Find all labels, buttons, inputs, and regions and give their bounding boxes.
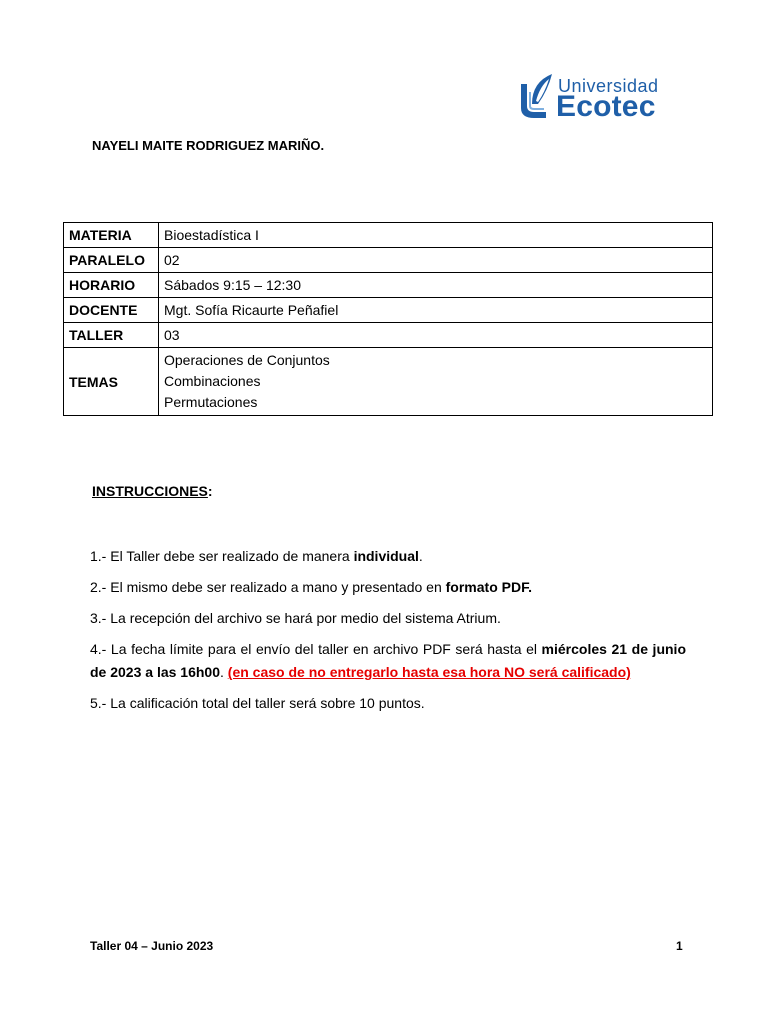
instruction-item-5	[90, 692, 686, 715]
instruction-item-2	[90, 576, 686, 599]
row-label-temas: TEMAS	[64, 348, 159, 416]
instruction-item-1	[90, 545, 686, 568]
row-label-materia: MATERIA	[64, 223, 159, 248]
page-number: 1	[676, 939, 683, 953]
instruction-text: 3.- La recepción del archivo se hará por medio del sistema Atrium.	[90, 610, 501, 626]
course-info-table	[63, 222, 713, 416]
instruction-text: .	[220, 664, 228, 680]
instructions-title: INSTRUCCIONES	[92, 483, 208, 499]
logo-text-universidad: Universidad	[558, 76, 659, 96]
row-value-docente: Mgt. Sofía Ricaurte Peñafiel	[159, 298, 713, 323]
instruction-item-4	[90, 638, 686, 684]
instruction-emphasis: miércoles 21 de junio de 2023 a las 16h00	[90, 641, 686, 680]
instruction-text: 4.- La fecha límite para el envío del taller en archivo PDF será hasta el	[90, 641, 542, 657]
table-row	[64, 273, 713, 298]
row-label-paralelo: PARALELO	[64, 248, 159, 273]
row-label-horario: HORARIO	[64, 273, 159, 298]
logo-text-ecotec: Ecotec	[556, 90, 656, 123]
deadline-warning: (en caso de no entregarlo hasta esa hora NO será calificado)	[227, 664, 631, 680]
instruction-text: 5.- La calificación total del taller será sobre 10 puntos.	[90, 695, 425, 711]
row-value-temas	[159, 348, 713, 416]
table-row	[64, 223, 713, 248]
instruction-emphasis: formato PDF.	[445, 579, 532, 595]
ecotec-shield-icon	[518, 70, 558, 122]
tema-item: Operaciones de Conjuntos	[164, 352, 330, 368]
instruction-item-3	[90, 607, 686, 630]
table-row	[64, 298, 713, 323]
instruction-text: .	[418, 548, 423, 564]
university-logo	[518, 70, 668, 122]
table-row	[64, 348, 713, 416]
instructions-list	[90, 545, 686, 723]
instructions-title-colon: :	[207, 483, 213, 499]
tema-item: Permutaciones	[164, 394, 258, 410]
instruction-text: 1.- El Taller debe ser realizado de manera	[90, 548, 354, 564]
row-value-materia: Bioestadística I	[159, 223, 713, 248]
footer-label: Taller 04 – Junio 2023	[90, 939, 214, 953]
student-name: NAYELI MAITE RODRIGUEZ MARIÑO.	[92, 138, 325, 153]
row-value-taller: 03	[159, 323, 713, 348]
row-label-docente: DOCENTE	[64, 298, 159, 323]
instruction-emphasis: individual	[353, 548, 419, 564]
table-row	[64, 248, 713, 273]
row-value-paralelo: 02	[159, 248, 713, 273]
instruction-text: 2.- El mismo debe ser realizado a mano y presentado en	[90, 579, 446, 595]
row-label-taller: TALLER	[64, 323, 159, 348]
row-value-horario: Sábados 9:15 – 12:30	[159, 273, 713, 298]
tema-item: Combinaciones	[164, 373, 261, 389]
instructions-heading	[92, 483, 213, 499]
table-row	[64, 323, 713, 348]
